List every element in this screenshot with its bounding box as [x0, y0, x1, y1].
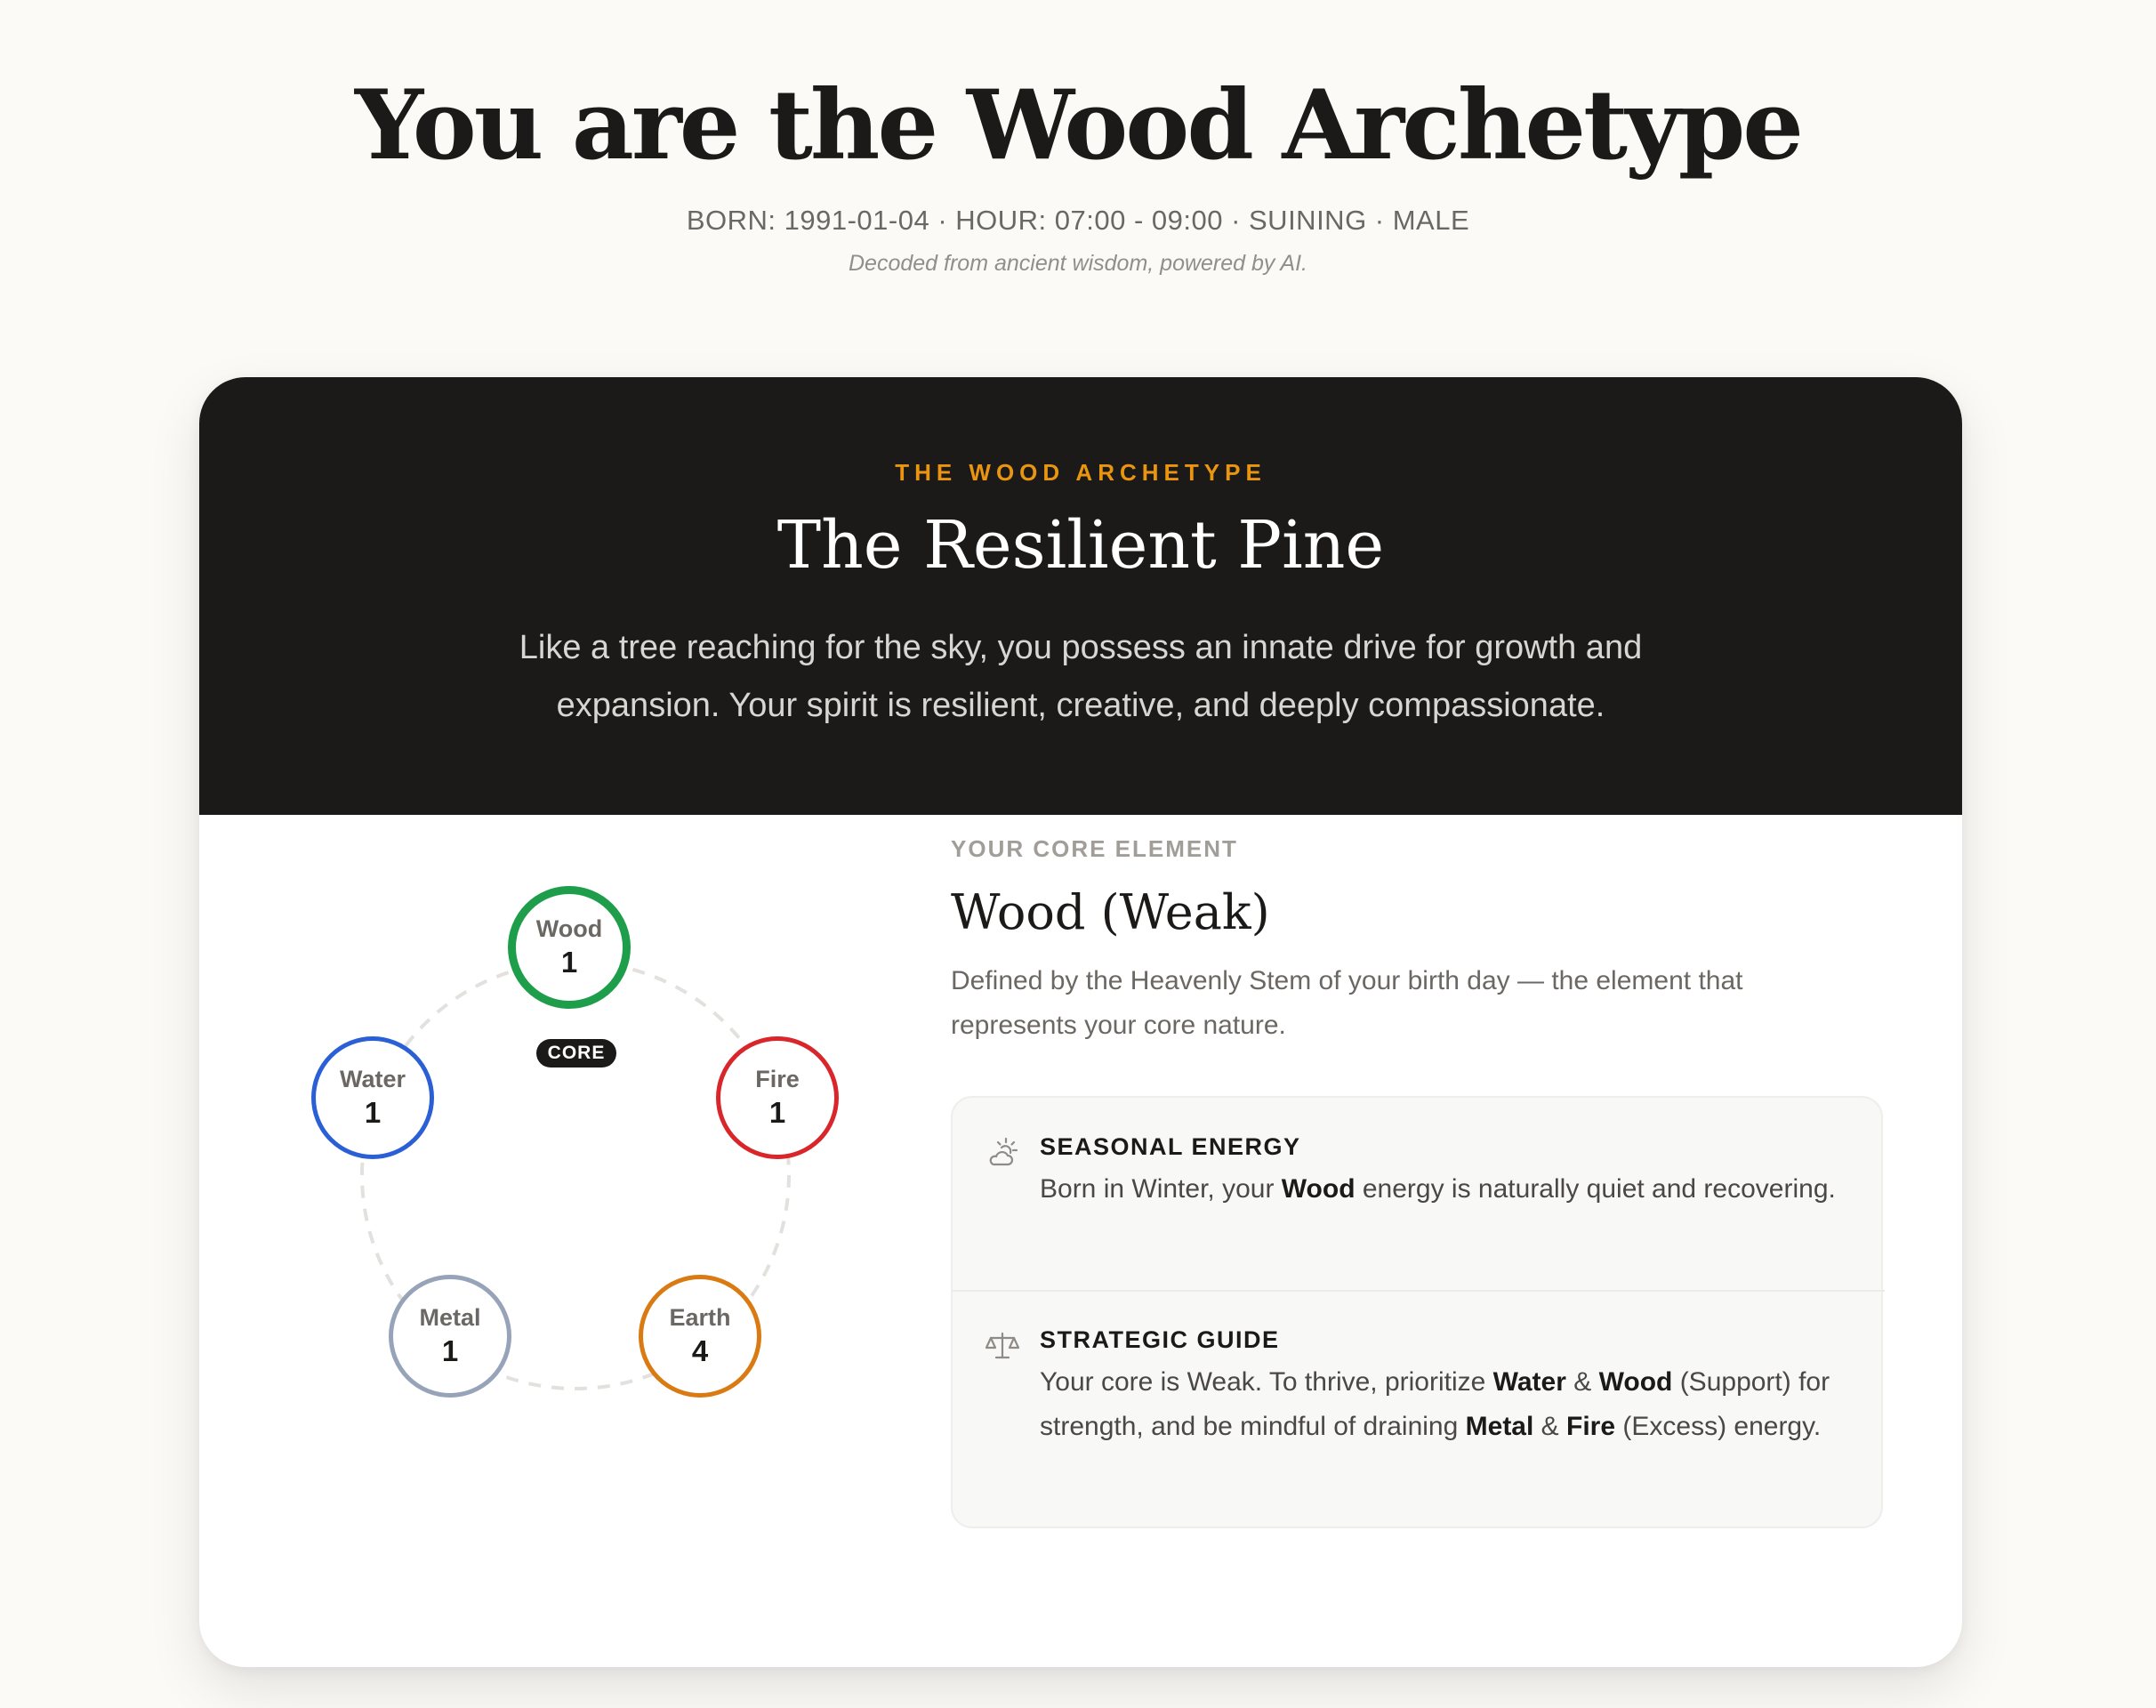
strategic-guide-text: Your core is Weak. To thrive, prioritize Water & Wood (Support) for strength, and be mindful of draining Metal & Fire (Excess) energy. — [1040, 1367, 1830, 1441]
core-element-description: Defined by the Heavenly Stem of your birth day — the element that represents your core nature. — [951, 966, 1743, 1040]
element-count: 1 — [560, 946, 578, 979]
element-name: Water — [339, 1066, 406, 1092]
seasonal-energy-title: SEASONAL ENERGY — [1040, 1133, 1301, 1160]
seasonal-energy-text: Born in Winter, your Wood energy is naturally quiet and recovering. — [1040, 1174, 1836, 1204]
archetype-description: Like a tree reaching for the sky, you possess an innate drive for growth and expansion. Your spirit is resilient, creative, and deeply compassionate. — [519, 629, 1643, 724]
element-node-fire[interactable] — [716, 1036, 839, 1159]
page-title: You are the Wood Archetype — [354, 69, 1801, 181]
core-element-value: Wood (Weak) — [951, 884, 1270, 940]
archetype-header — [199, 377, 1962, 815]
element-node-water[interactable] — [311, 1036, 434, 1159]
insights-box — [951, 1096, 1883, 1528]
insights-divider — [953, 1290, 1885, 1292]
element-name: Fire — [755, 1066, 800, 1092]
element-count: 4 — [691, 1334, 709, 1367]
five-elements-wheel — [199, 815, 1071, 1667]
archetype-eyebrow: THE WOOD ARCHETYPE — [895, 459, 1267, 486]
strategic-guide-title: STRATEGIC GUIDE — [1040, 1326, 1280, 1353]
element-count: 1 — [364, 1096, 382, 1129]
birth-info: BORN: 1991-01-04 · HOUR: 07:00 - 09:00 · SUINING · MALE — [686, 205, 1470, 236]
element-count: 1 — [441, 1334, 459, 1367]
core-element-label: YOUR CORE ELEMENT — [951, 835, 1238, 862]
archetype-name: The Resilient Pine — [776, 507, 1385, 584]
core-badge: CORE — [536, 1039, 616, 1068]
element-name: Wood — [535, 915, 603, 942]
element-node-wood[interactable] — [508, 886, 631, 1009]
element-count: 1 — [768, 1096, 786, 1129]
element-node-earth[interactable] — [639, 1275, 761, 1398]
element-name: Earth — [669, 1304, 731, 1331]
tagline: Decoded from ancient wisdom, powered by AI. — [849, 251, 1307, 276]
element-name: Metal — [419, 1304, 481, 1331]
archetype-card — [199, 377, 1962, 1667]
wheel-ring — [199, 815, 1071, 1667]
element-node-metal[interactable] — [389, 1275, 511, 1398]
balance-scale-icon — [985, 1328, 1020, 1364]
sun-cloud-icon — [985, 1135, 1020, 1171]
core-element-panel — [951, 815, 1894, 1667]
